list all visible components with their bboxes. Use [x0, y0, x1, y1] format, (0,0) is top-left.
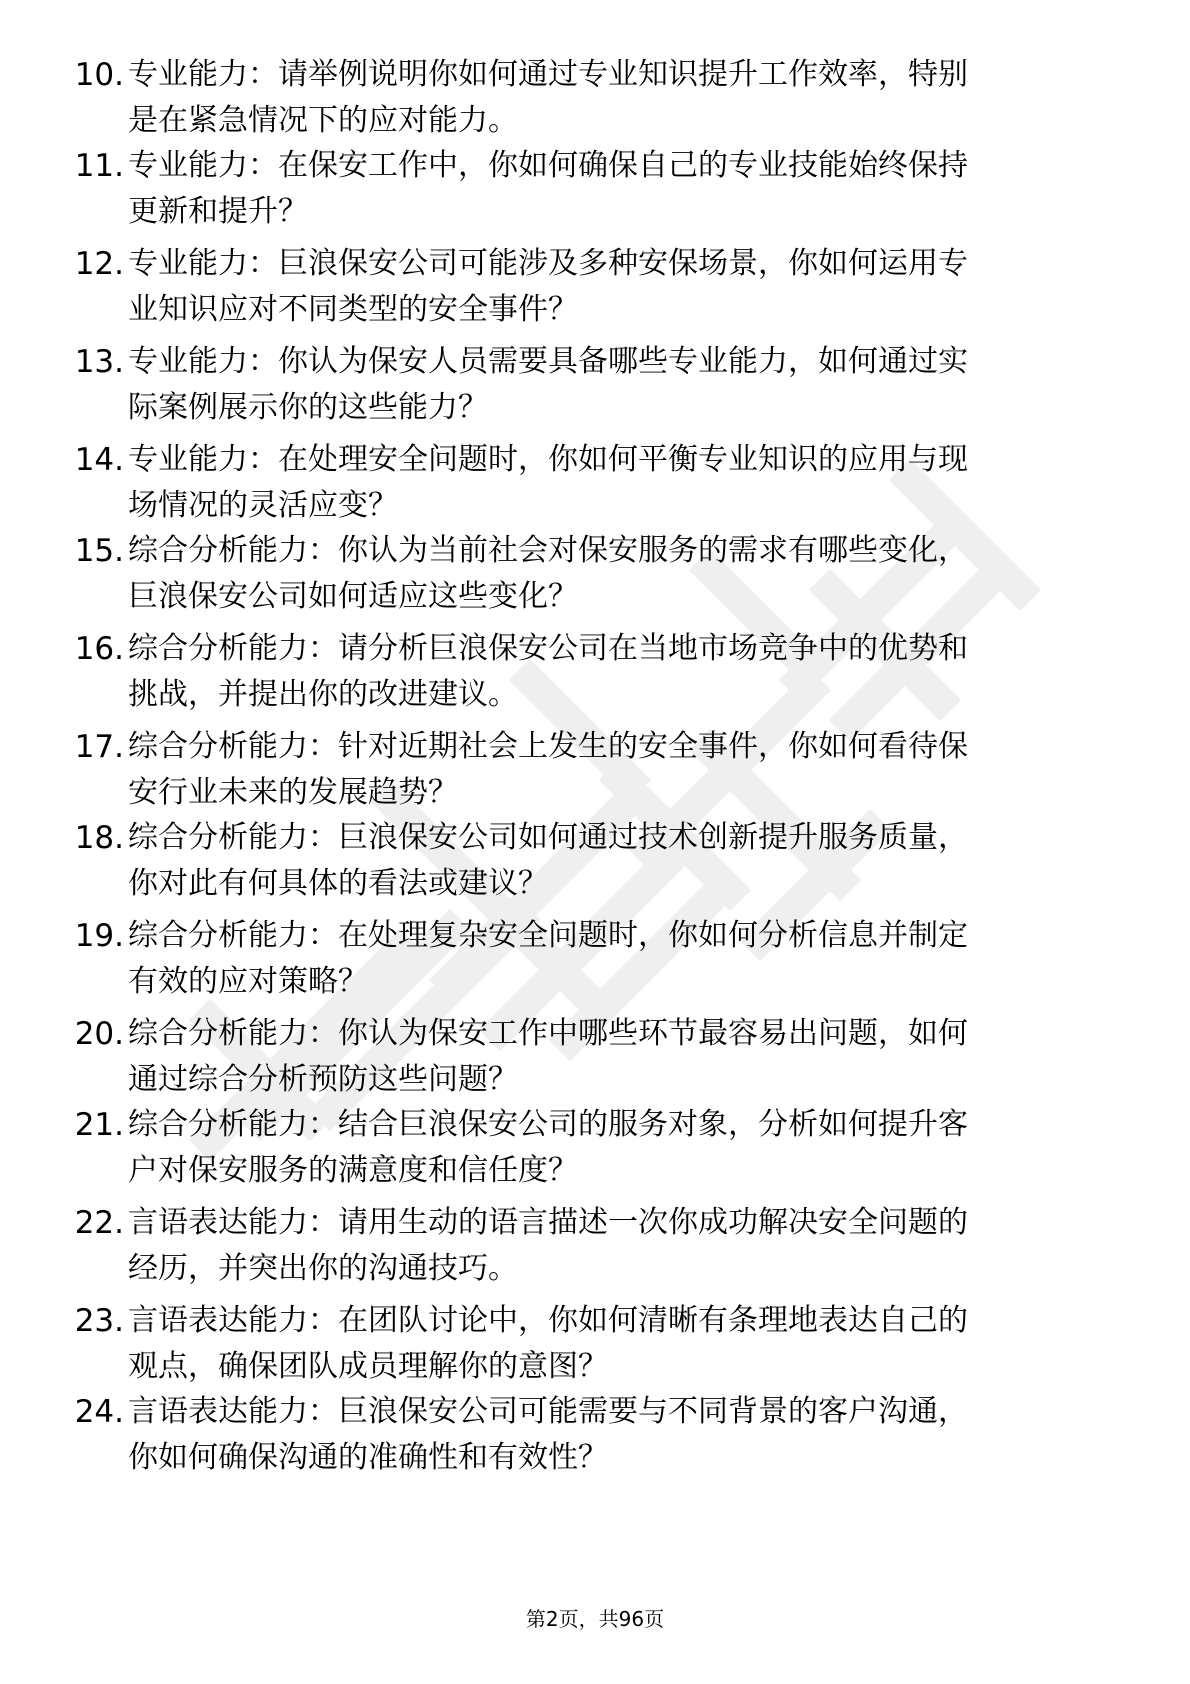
question-item	[0, 1200, 1190, 1300]
question-item	[0, 1389, 1190, 1489]
question-text-line-1: 综合分析能力：针对近期社会上发生的安全事件，你如何看待保	[128, 729, 968, 764]
question-text-line-2: 安行业未来的发展趋势？	[128, 775, 458, 810]
question-text-line-2: 观点，确保团队成员理解你的意图？	[128, 1349, 608, 1384]
question-text-line-2: 业知识应对不同类型的安全事件？	[128, 292, 578, 327]
question-text-line-1: 言语表达能力：在团队讨论中，你如何清晰有条理地表达自己的	[128, 1303, 968, 1338]
question-item	[0, 724, 1190, 824]
question-text-line-2: 场情况的灵活应变？	[128, 488, 398, 523]
question-text-line-1: 专业能力：在保安工作中，你如何确保自己的专业技能始终保持	[128, 148, 968, 183]
question-text-line-2: 有效的应对策略？	[128, 964, 368, 999]
question-number: 13.	[74, 344, 124, 380]
question-number: 20.	[74, 1016, 124, 1052]
question-number: 12.	[74, 246, 124, 282]
question-item	[0, 437, 1190, 537]
question-item	[0, 626, 1190, 726]
question-text-line-2: 你对此有何具体的看法或建议？	[128, 866, 548, 901]
question-text-line-2: 更新和提升？	[128, 194, 308, 229]
question-text-line-1: 言语表达能力：请用生动的语言描述一次你成功解决安全问题的	[128, 1205, 968, 1240]
question-text-line-1: 综合分析能力：在处理复杂安全问题时，你如何分析信息并制定	[128, 918, 968, 953]
question-number: 19.	[74, 918, 124, 954]
question-item	[0, 913, 1190, 1013]
question-number: 17.	[74, 729, 124, 765]
question-item	[0, 1011, 1190, 1111]
question-text-line-2: 是在紧急情况下的应对能力。	[128, 103, 518, 138]
page-number-footer: 第2页，共96页	[525, 1607, 665, 1631]
question-text-line-1: 综合分析能力：巨浪保安公司如何通过技术创新提升服务质量，	[128, 820, 968, 855]
question-number: 18.	[74, 820, 124, 856]
question-text-line-2: 户对保安服务的满意度和信任度？	[128, 1153, 578, 1188]
question-text-line-2: 际案例展示你的这些能力？	[128, 390, 488, 425]
question-item	[0, 1298, 1190, 1398]
question-number: 14.	[74, 442, 124, 478]
question-number: 24.	[74, 1394, 124, 1430]
question-text-line-1: 专业能力：你认为保安人员需要具备哪些专业能力，如何通过实	[128, 344, 968, 379]
question-item	[0, 241, 1190, 341]
question-number: 23.	[74, 1303, 124, 1339]
question-number: 21.	[74, 1107, 124, 1143]
question-number: 16.	[74, 631, 124, 667]
question-item	[0, 52, 1190, 152]
question-text-line-2: 挑战，并提出你的改进建议。	[128, 677, 518, 712]
question-text-line-1: 专业能力：在处理安全问题时，你如何平衡专业知识的应用与现	[128, 442, 968, 477]
question-text-line-2: 通过综合分析预防这些问题？	[128, 1062, 518, 1097]
question-item	[0, 339, 1190, 439]
question-item	[0, 815, 1190, 915]
question-text-line-2: 巨浪保安公司如何适应这些变化？	[128, 579, 578, 614]
question-number: 11.	[74, 148, 124, 184]
question-number: 10.	[74, 57, 124, 93]
question-text-line-2: 你如何确保沟通的准确性和有效性？	[128, 1440, 608, 1475]
question-text-line-1: 综合分析能力：请分析巨浪保安公司在当地市场竞争中的优势和	[128, 631, 968, 666]
question-text-line-1: 综合分析能力：你认为当前社会对保安服务的需求有哪些变化，	[128, 533, 968, 568]
question-item	[0, 528, 1190, 628]
question-text-line-1: 言语表达能力：巨浪保安公司可能需要与不同背景的客户沟通，	[128, 1394, 968, 1429]
question-text-line-1: 专业能力：巨浪保安公司可能涉及多种安保场景，你如何运用专	[128, 246, 968, 281]
question-text-line-1: 专业能力：请举例说明你如何通过专业知识提升工作效率，特别	[128, 57, 968, 92]
question-text-line-1: 综合分析能力：你认为保安工作中哪些环节最容易出问题，如何	[128, 1016, 968, 1051]
question-number: 22.	[74, 1205, 124, 1241]
question-item	[0, 1102, 1190, 1202]
question-item	[0, 143, 1190, 243]
question-text-line-2: 经历，并突出你的沟通技巧。	[128, 1251, 518, 1286]
question-text-line-1: 综合分析能力：结合巨浪保安公司的服务对象，分析如何提升客	[128, 1107, 968, 1142]
question-number: 15.	[74, 533, 124, 569]
